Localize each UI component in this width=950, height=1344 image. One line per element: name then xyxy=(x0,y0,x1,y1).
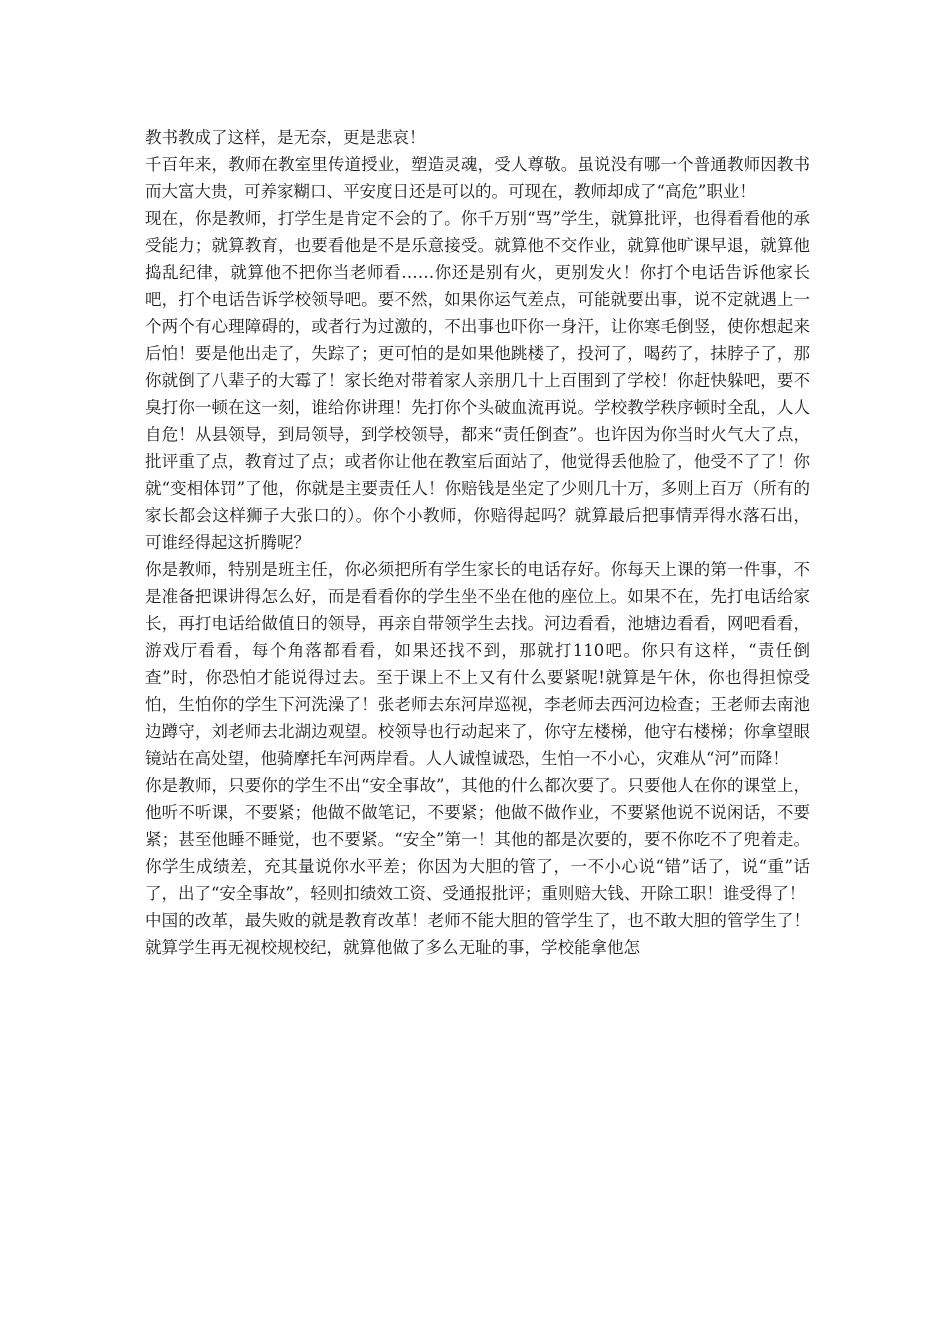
paragraph-4: 你是教师，只要你的学生不出“安全事故”，其他的什么都次要了。只要他人在你的课堂上，他听不听课，不要紧；他做不做笔记，不要紧；他做不做作业，不要紧他说不说闲话，不要紧；甚至他睡不睡觉，也不要紧。“安全”第一！其他的都是次要的，要不你吃不了兜着走。你学生成绩差，充其量说你水平差；你因为大胆的管了，一不小心说“错”话了，说“重”话了，出了“安全事故”，轻则扣绩效工资、受通报批评；重则赔大钱、开除工职！谁受得了！ xyxy=(145,776,810,903)
paragraph-5: 中国的改革，最失败的就是教育改革！老师不能大胆的管学生了，也不敢大胆的管学生了！就算学生再无视校规校纪，就算他做了多么无耻的事，学校能拿他怎 xyxy=(145,911,810,957)
paragraph-2: 现在，你是教师，打学生是肯定不会的了。你千万别“骂”学生，就算批评，也得看看他的承受能力；就算教育，也要看他是不是乐意接受。就算他不交作业，就算他旷课早退，就算他捣乱纪律，就算他不把你当老师看……你还是别有火，更别发火！你打个电话告诉他家长吧，打个电话告诉学校领导吧。要不然，如果你运气差点，可能就要出事，说不定就遇上一个两个有心理障碍的，或者行为过激的，不出事也吓你一身汗，让你寒毛倒竖，使你想起来后怕！要是他出走了，失踪了；更可怕的是如果他跳楼了，投河了，喝药了，抹脖子了，那你就倒了八辈子的大霉了！家长绝对带着家人亲朋几十上百围到了学校！你赶快躲吧，要不臭打你一顿在这一刻，谁给你讲理！先打你个头破血流再说。学校教学秩序顿时全乱，人人自危！从县领导，到局领导，到学校领导，都来“责任倒查”。也许因为你当时火气大了点，批评重了点，教育过了点；或者你让他在教室后面站了，他觉得丢他脸了，他受不了了！你就“变相体罚”了他，你就是主要责任人！你赔钱是坐定了少则几十万，多则上百万（所有的家长都会这样狮子大张口的）。你个小教师，你赔得起吗？就算最后把事情弄得水落石出，可谁经得起这折腾呢？ xyxy=(145,209,810,552)
article-title-line: 教书教成了这样，是无奈，更是悲哀！ xyxy=(145,128,426,147)
article-body xyxy=(145,124,810,961)
paragraph-3: 你是教师，特别是班主任，你必须把所有学生家长的电话存好。你每天上课的第一件事，不是准备把课讲得怎么好，而是看看你的学生坐不坐在他的座位上。如果不在，先打电话给家长，再打电话给做值日的领导，再亲自带领学生去找。河边看看，池塘边看看，网吧看看，游戏厅看看，每个角落都看看，如果还找不到，那就打110吧。你只有这样，“责任倒查”时，你恐怕才能说得过去。至于课上不上又有什么要紧呢!就算是午休，你也得担惊受怕，生怕你的学生下河洗澡了！张老师去东河岸巡视，李老师去西河边检查；王老师去南池边蹲守，刘老师去北湖边观望。校领导也行动起来了，你守左楼梯，他守右楼梯；你拿望眼镜站在高处望，他骑摩托车河两岸看。人人诚惶诚恐，生怕一不小心，灾难从“河”而降！ xyxy=(145,560,810,768)
paragraph-1: 千百年来，教师在教室里传道授业，塑造灵魂，受人尊敬。虽说没有哪一个普通教师因教书而大富大贵，可养家糊口、平安度日还是可以的。可现在，教师却成了“高危”职业！ xyxy=(145,155,810,201)
